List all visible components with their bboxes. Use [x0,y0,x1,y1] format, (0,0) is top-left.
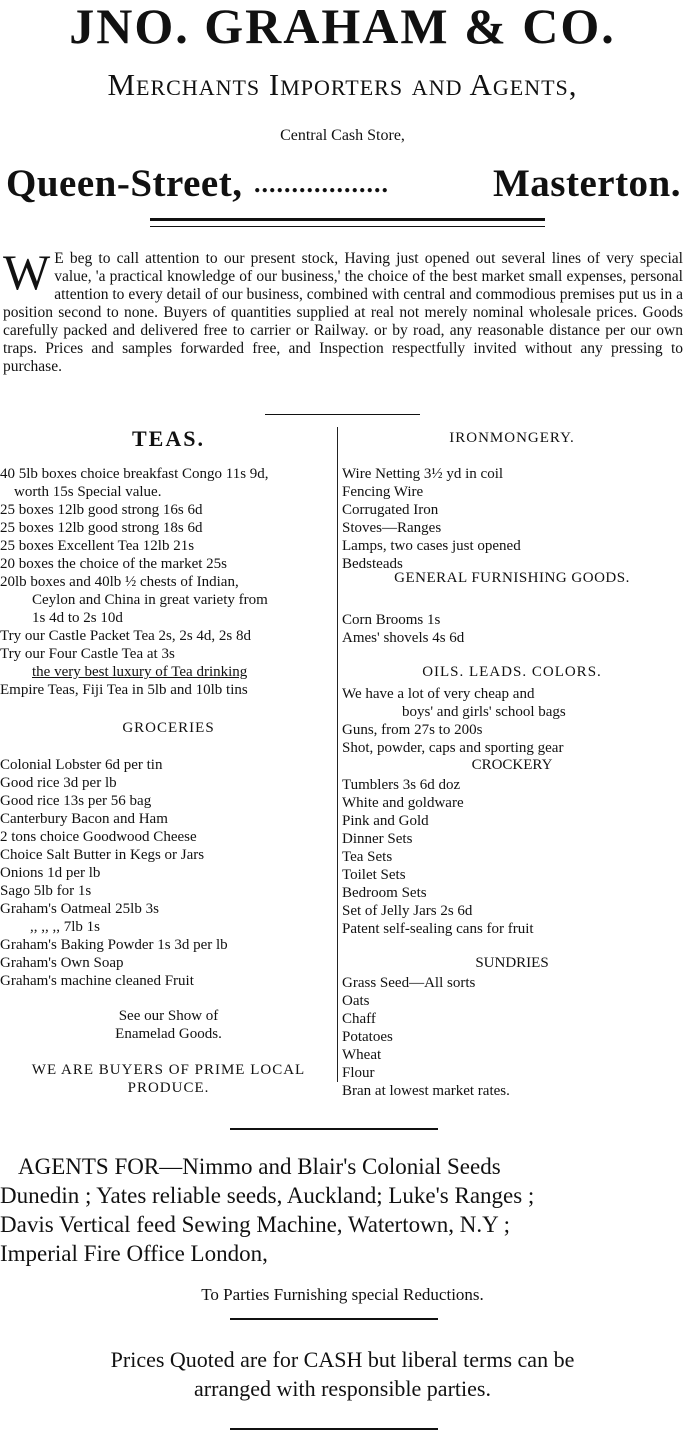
teas-heading: TEAS. [132,426,205,451]
list-item: ,, ,, ,, 7lb 1s [30,919,101,935]
list-item: Potatoes [342,1029,393,1045]
firm-name: JNO. GRAHAM & CO. [69,0,616,54]
list-item: Shot, powder, caps and sporting gear [342,740,564,756]
list-item: 20lb boxes and 40lb ½ chests of Indian, [0,574,239,590]
header-rule-thick [150,218,545,221]
list-item: Graham's Baking Powder 1s 3d per lb [0,937,228,953]
list-item: Wire Netting 3½ yd in coil [342,466,504,482]
list-item: Try our Four Castle Tea at 3s [0,646,175,662]
footer-rule [230,1428,438,1430]
list-item: Choice Salt Butter in Kegs or Jars [0,847,205,863]
list-item: Dinner Sets [342,831,413,847]
crockery-heading: CROCKERY [471,757,553,773]
list-item: 20 boxes the choice of the market 25s [0,556,228,572]
show-notice-2: Enamelad Goods. [115,1026,222,1042]
list-item: Set of Jelly Jars 2s 6d [342,903,473,919]
list-item: the very best luxury of Tea drinking [32,664,248,680]
teas-list [0,465,269,699]
intro-rule [265,414,420,415]
list-item: 2 tons choice Goodwood Cheese [0,829,197,845]
list-item: Bran at lowest market rates. [342,1083,510,1099]
buyers-notice-2: PRODUCE. [127,1080,210,1096]
list-item: Try our Castle Packet Tea 2s, 2s 4d, 2s 8d [0,628,252,644]
ironmongery-list [342,465,521,573]
list-item: worth 15s Special value. [14,484,162,500]
groceries-list [0,756,228,990]
list-item: Stoves—Ranges [342,520,442,536]
list-item: 25 boxes Excellent Tea 12lb 21s [0,538,195,554]
agents-line: Dunedin ; Yates reliable seeds, Auckland; Luke's Ranges ; [0,1183,535,1208]
street-name: Queen-Street, [6,162,243,205]
list-item: Grass Seed—All sorts [342,975,476,991]
sundries-list [342,974,510,1100]
list-item: Toilet Sets [342,867,406,883]
leader-dots: .................. [254,169,389,198]
agents-rule [230,1128,438,1130]
list-item: Pink and Gold [342,813,429,829]
list-item: Corrugated Iron [342,502,439,518]
oils-heading: OILS. LEADS. COLORS. [422,664,602,680]
list-item: Empire Teas, Fiji Tea in 5lb and 10lb tins [0,682,248,698]
parties-notice: To Parties Furnishing special Reductions. [201,1285,484,1304]
furnishing-list [342,611,464,647]
column-divider [337,427,338,1082]
show-notice-1: See our Show of [118,1008,219,1024]
agents-line: Davis Vertical feed Sewing Machine, Watertown, N.Y ; [0,1212,510,1237]
list-item: Bedsteads [342,556,403,572]
groceries-heading: GROCERIES [122,720,215,736]
list-item: Ceylon and China in great variety from [32,592,268,608]
intro-text: E beg to call attention to our present stock, Having just opened out several lines of very special value, 'a practical knowledge of our business,' the choice of the best market small expenses, personal attention to every detail of our business, combined with central and commodious premises put us in a position second to none. Buyers of quantities supplied at real not merely nominal wholesale prices. Goods carefully packed and delivered free to carrier or Railway. or by road, any reasonable distance per our own traps. Prices and samples forwarded free, and Inspection respectfully invited without any pressing to purchase. [3,250,683,375]
list-item: Graham's machine cleaned Fruit [0,973,194,989]
list-item: Fencing Wire [342,484,424,500]
agents-block [0,1152,685,1268]
list-item: Sago 5lb for 1s [0,883,92,899]
list-item: Corn Brooms 1s [342,612,441,628]
list-item: Bedroom Sets [342,885,427,901]
list-item: White and goldware [342,795,464,811]
oils-list [342,685,566,757]
cash-line-2: arranged with responsible parties. [194,1376,491,1401]
list-item: 25 boxes 12lb good strong 18s 6d [0,520,203,536]
list-item: Tumblers 3s 6d doz [342,777,461,793]
sundries-heading: SUNDRIES [475,955,549,971]
list-item: 25 boxes 12lb good strong 16s 6d [0,502,203,518]
list-item: Ames' shovels 4s 6d [342,630,465,646]
list-item: Graham's Own Soap [0,955,124,971]
intro-paragraph [3,244,683,376]
firm-subtitle: Merchants Importers and Agents, [107,67,578,102]
list-item: 40 5lb boxes choice breakfast Congo 11s 9d, [0,466,269,482]
list-item: Chaff [342,1011,376,1027]
list-item: Lamps, two cases just opened [342,538,521,554]
store-name: Central Cash Store, [280,127,405,144]
furnishing-heading: GENERAL FURNISHING GOODS. [394,570,630,586]
location-line [6,156,681,212]
list-item: Graham's Oatmeal 25lb 3s [0,901,159,917]
cash-line-1: Prices Quoted are for CASH but liberal terms can be [110,1347,575,1372]
ironmongery-heading: IRONMONGERY. [449,430,575,446]
buyers-notice-1: WE ARE BUYERS OF PRIME LOCAL [31,1062,306,1078]
list-item: Onions 1d per lb [0,865,101,881]
list-item: Guns, from 27s to 200s [342,722,483,738]
parties-rule [230,1318,438,1320]
list-item: We have a lot of very cheap and [342,686,535,702]
list-item: 1s 4d to 2s 10d [32,610,123,626]
header-rule-thin [150,226,545,227]
list-item: Oats [342,993,370,1009]
list-item: boys' and girls' school bags [402,704,566,720]
list-item: Tea Sets [342,849,393,865]
list-item: Colonial Lobster 6d per tin [0,757,163,773]
drop-cap: W [3,244,51,300]
list-item: Wheat [342,1047,382,1063]
list-item: Canterbury Bacon and Ham [0,811,168,827]
list-item: Patent self-sealing cans for fruit [342,921,534,937]
agents-line: Imperial Fire Office London, [0,1241,268,1266]
town-name: Masterton. [492,162,681,205]
agents-line: AGENTS FOR—Nimmo and Blair's Colonial Seeds [18,1154,501,1179]
cash-notice [0,1345,685,1403]
list-item: Flour [342,1065,375,1081]
list-item: Good rice 13s per 56 bag [0,793,152,809]
list-item: Good rice 3d per lb [0,775,117,791]
crockery-list [342,776,534,938]
